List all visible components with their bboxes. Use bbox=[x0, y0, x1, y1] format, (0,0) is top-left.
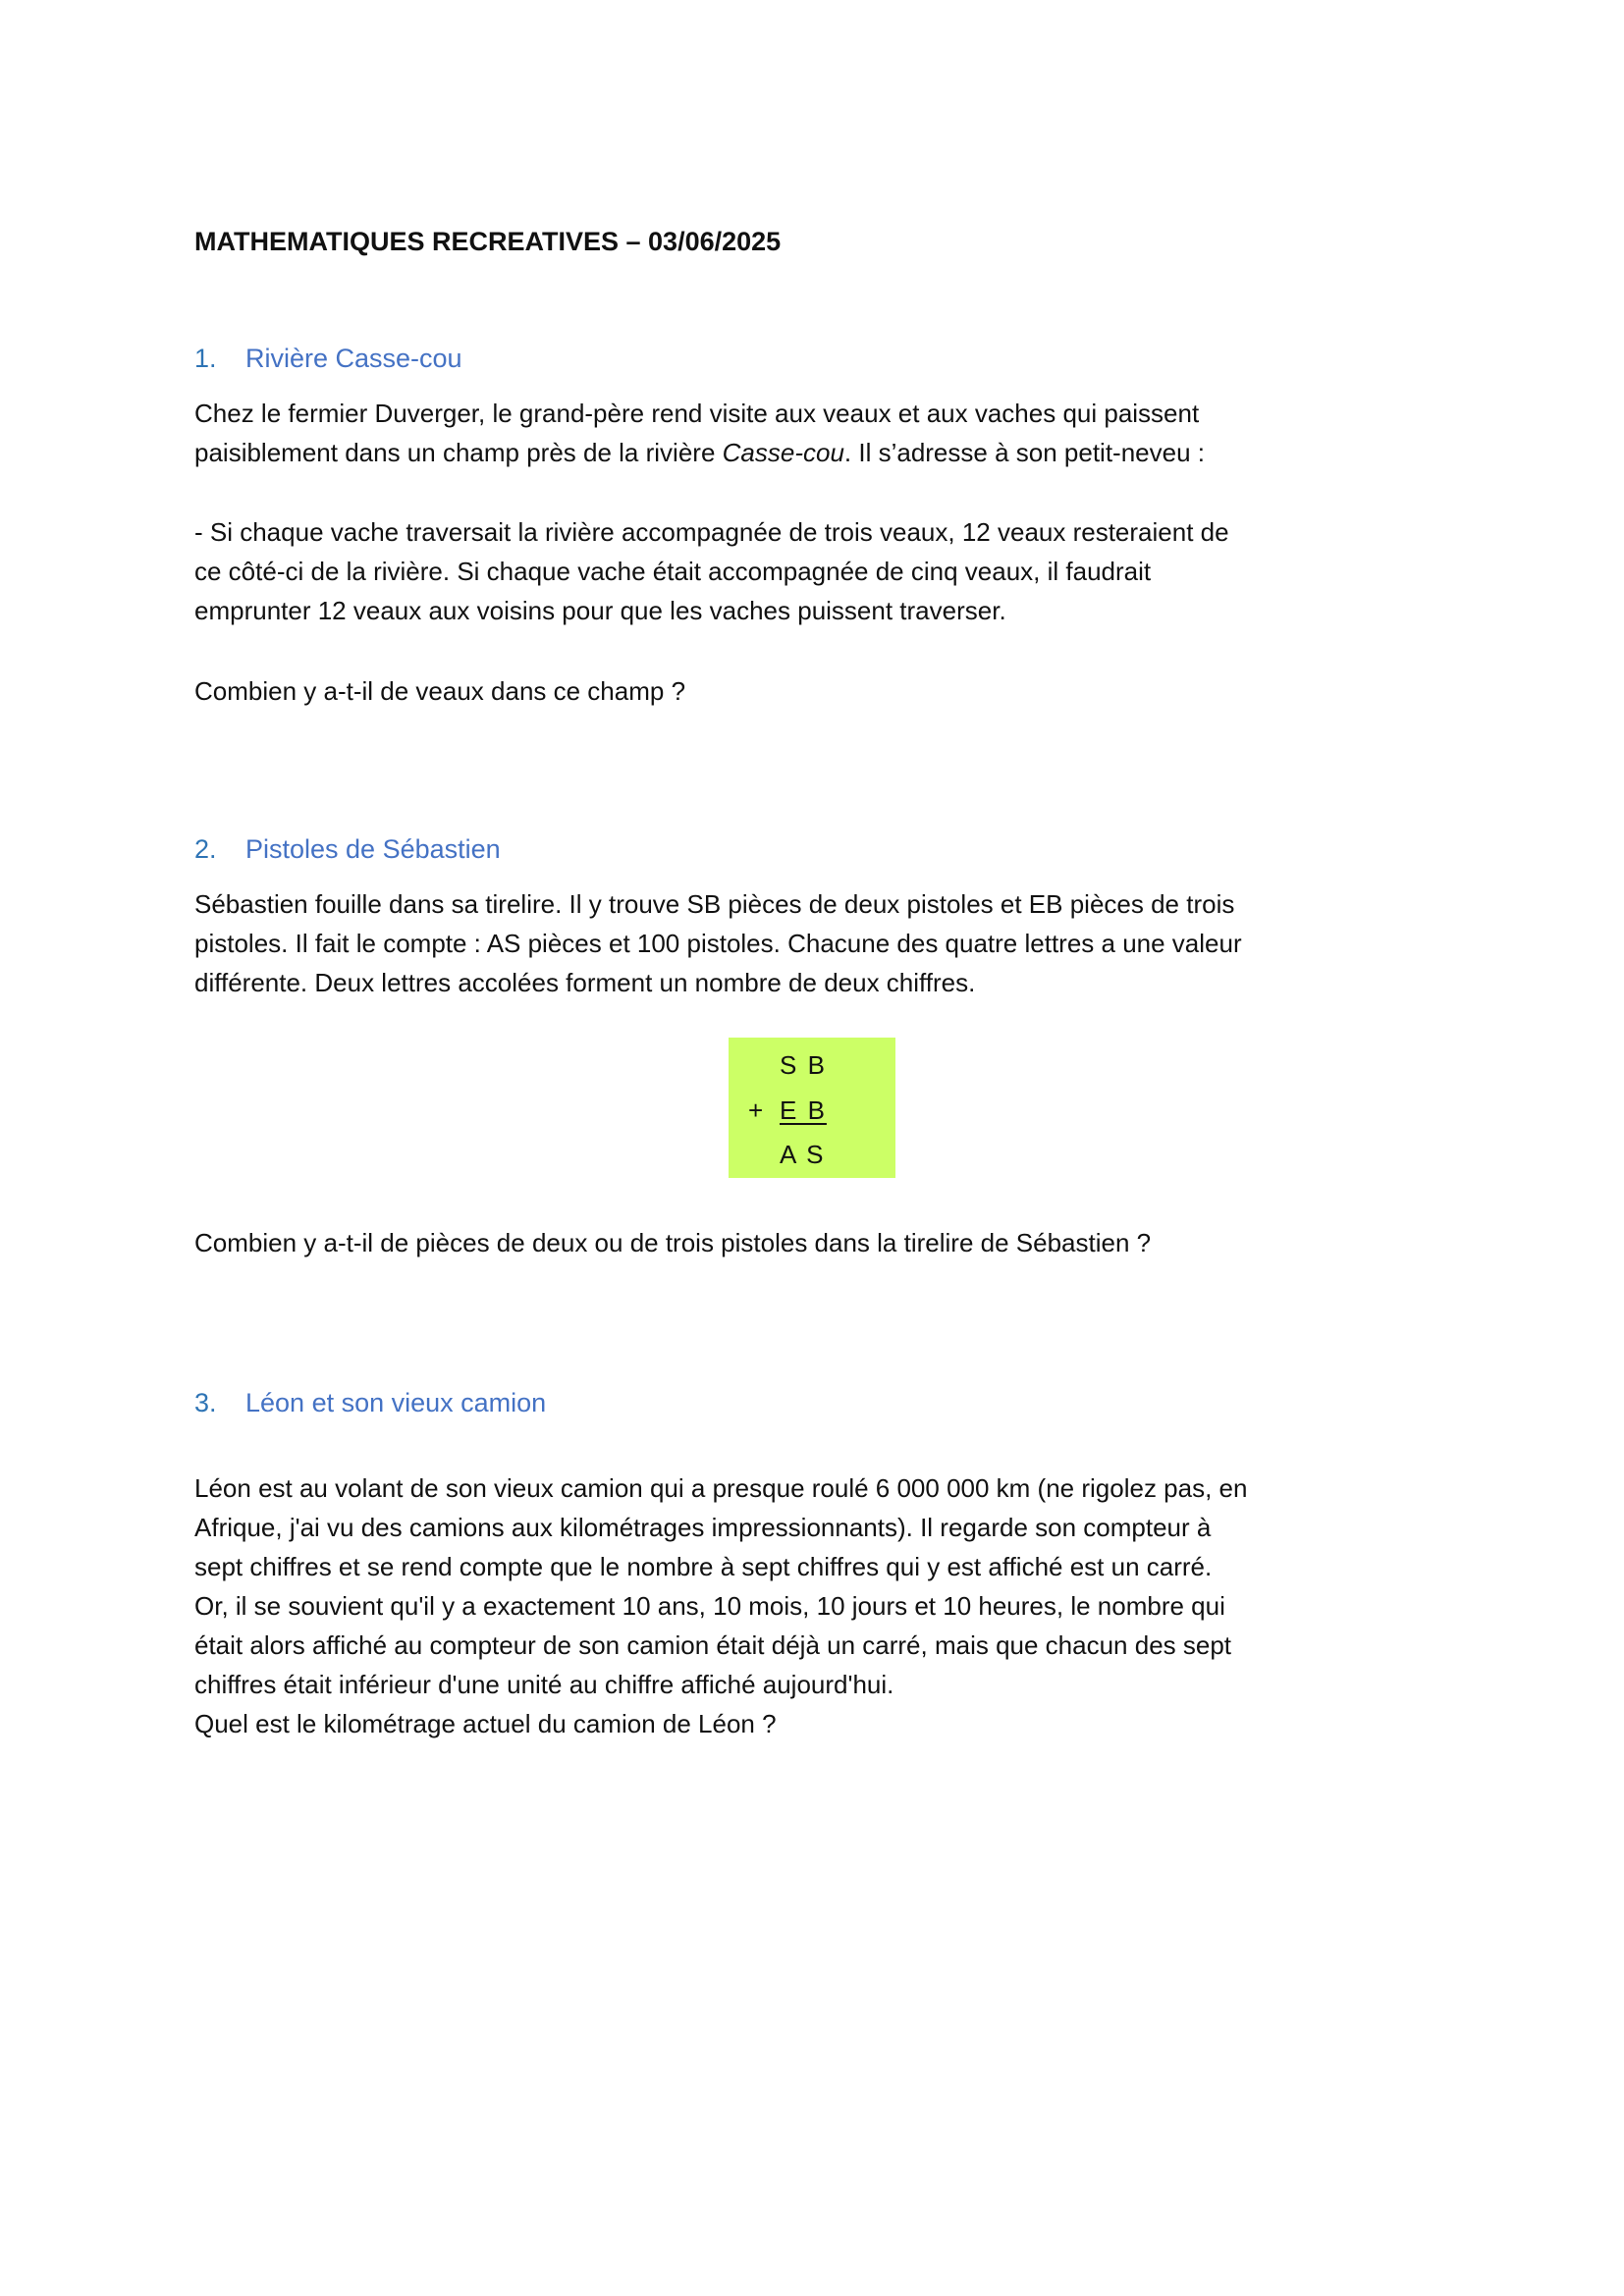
question-line: Combien y a-t-il de pièces de deux ou de trois pistoles dans la tirelire de Sébastien ? bbox=[194, 1228, 1152, 1257]
section-heading-2 bbox=[194, 833, 501, 865]
question-line: Combien y a-t-il de veaux dans ce champ ? bbox=[194, 676, 686, 706]
paragraph-line: Chez le fermier Duverger, le grand-père rend visite aux veaux et aux vaches qui paissent bbox=[194, 399, 1200, 428]
paragraph-line: Léon est au volant de son vieux camion qui a presque roulé 6 000 000 km (ne rigolez pas, en bbox=[194, 1473, 1248, 1503]
section-number: 2. bbox=[194, 834, 217, 864]
section-title: Pistoles de Sébastien bbox=[245, 834, 501, 864]
paragraph-line: - Si chaque vache traversait la rivière accompagnée de trois veaux, 12 veaux resteraient de bbox=[194, 517, 1229, 547]
section-number: 3. bbox=[194, 1388, 217, 1417]
question-line: Quel est le kilométrage actuel du camion de Léon ? bbox=[194, 1709, 777, 1738]
addition-result: A S bbox=[780, 1140, 826, 1169]
paragraph-line: chiffres était inférieur d'une unité au chiffre affiché aujourd'hui. bbox=[194, 1670, 894, 1699]
paragraph-line: différente. Deux lettres accolées forment un nombre de deux chiffres. bbox=[194, 968, 976, 997]
paragraph-line: emprunter 12 veaux aux voisins pour que les vaches puissent traverser. bbox=[194, 596, 1006, 625]
section-number: 1. bbox=[194, 344, 217, 373]
text-run: . Il s’adresse à son petit-neveu : bbox=[843, 438, 1205, 467]
italic-river-name: Casse-cou bbox=[722, 438, 844, 467]
section-title: Rivière Casse-cou bbox=[245, 344, 462, 373]
addition-row-2: E B bbox=[780, 1095, 827, 1125]
text-run: paisiblement dans un champ près de la rivière bbox=[194, 438, 723, 467]
paragraph-line: Or, il se souvient qu'il y a exactement 10 ans, 10 mois, 10 jours et 10 heures, le nombre qui bbox=[194, 1591, 1225, 1621]
section-heading-3 bbox=[194, 1387, 546, 1418]
addition-row-1: S B bbox=[780, 1050, 827, 1080]
section-title: Léon et son vieux camion bbox=[245, 1388, 547, 1417]
section-heading-1 bbox=[194, 343, 462, 374]
document-title: MATHEMATIQUES RECREATIVES – 03/06/2025 bbox=[194, 227, 782, 256]
paragraph-line bbox=[194, 437, 1205, 468]
paragraph-line: Sébastien fouille dans sa tirelire. Il y trouve SB pièces de deux pistoles et EB pièces de trois bbox=[194, 889, 1235, 919]
paragraph-line: Afrique, j'ai vu des camions aux kilométrages impressionnants). Il regarde son compteur à bbox=[194, 1513, 1212, 1542]
paragraph-line: était alors affiché au compteur de son camion était déjà un carré, mais que chacun des sept bbox=[194, 1630, 1232, 1660]
paragraph-line: sept chiffres et se rend compte que le nombre à sept chiffres qui y est affiché est un carré. bbox=[194, 1552, 1213, 1581]
paragraph-line: pistoles. Il fait le compte : AS pièces et 100 pistoles. Chacune des quatre lettres a une valeur bbox=[194, 929, 1242, 958]
addition-box bbox=[729, 1038, 895, 1178]
paragraph-line: ce côté-ci de la rivière. Si chaque vache était accompagnée de cinq veaux, il faudrait bbox=[194, 557, 1152, 586]
addition-operator: + bbox=[748, 1095, 766, 1125]
